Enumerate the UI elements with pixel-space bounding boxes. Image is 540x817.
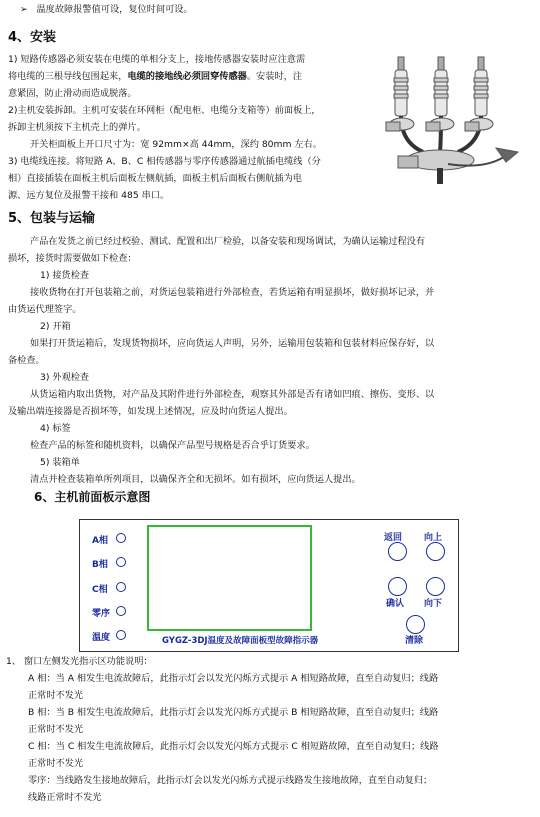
back-button[interactable] [388,542,407,561]
note-1: 1、 窗口左侧发光指示区功能说明： [6,656,153,667]
s4-p2-l2: 拆卸主机须按下主机壳上的弹片。 [8,122,146,133]
section6-title: 6、主机前面板示意图 [34,490,151,504]
top-text: 温度故障报警值可设，复位时间可设。 [36,4,193,15]
s5-item2-l2: 备检查。 [8,355,45,366]
note-c-l1: C 相：当 C 相发生电流故障后，此指示灯会以发光闪烁方式提示 C 相短路故障，直至自动复归；线路 [28,741,439,752]
led-label-temp: 温度 [92,633,111,643]
s5-item1-l1: 接收货物在打开包装箱之前，对货运包装箱进行外部检查，若货运箱有明显损坏，做好损坏记录，并 [30,287,435,298]
s4-p1-l3: 意紧固，防止滑动而造成脱落。 [8,88,137,99]
panel-model-title: GYGZ-3DJ温度及故障面板型故障指示器 [162,636,319,646]
s4-p3-l2: 相）直接插装在面板主机后面板左侧航插，面板主机后面板右侧航插为电 [8,173,302,184]
s5-intro-l2: 损坏，接货时需要做如下检查： [8,253,137,264]
front-panel-diagram [79,519,459,652]
led-label-b: B相 [92,560,108,570]
led-zero-icon [116,606,126,616]
s5-item1-l2: 由货运代理签字。 [8,304,82,315]
btn-clear-label: 清除 [405,636,424,646]
display-screen [147,525,312,631]
led-label-zero: 零序 [92,609,111,619]
section5-title: 5、包装与运输 [8,211,96,226]
note-z-l1: 零序：当线路发生接地故障后，此指示灯会以发光闪烁方式提示线路发生接地故障，直至自动复归； [28,775,433,786]
s5-item3-l2: 及输出端连接器是否损坏等，如发现上述情况，应及时向货运人提出。 [8,406,293,417]
bullet-line [20,4,193,16]
s5-item2-l1: 如果打开货运箱后，发现货物损坏，应向货运人声明，另外，运输用包装箱和包装材料应保存好，以 [30,338,435,349]
s5-intro-l1: 产品在发货之前已经过校验、测试、配置和出厂检验，以备安装和现场调试，为确认运输过程没有 [30,236,426,247]
down-button[interactable] [426,577,445,596]
s5-item4-title: 4) 标签 [40,423,71,434]
s4-p2-l3: 开关柜面板上开口尺寸为：宽 92mm×高 44mm，深约 80mm 左右。 [30,139,322,150]
btn-down-label: 向下 [424,599,443,609]
s5-item3-l1: 从货运箱内取出货物，对产品及其附件进行外部检查，观察其外部是否有诸如凹痕、擦伤、变形、以 [30,389,435,400]
up-button[interactable] [426,542,445,561]
bullet-icon: ➢ [20,4,28,15]
btn-back-label: 返回 [384,533,403,543]
section4-title: 4、安装 [8,30,57,45]
led-label-c: C相 [92,585,108,595]
sensor-installation-illustration [378,52,528,192]
clear-button[interactable] [406,615,425,634]
s4-p3-l1: 3) 电缆线连接。将短路 A、B、C 相传感器与零序传感器通过航插电缆线（分 [8,156,321,167]
s5-item2-title: 2) 开箱 [40,321,71,332]
s4-p2-l1: 2)主机安装拆卸。主机可安装在环网柜（配电柜、电缆分支箱等）前面板上， [8,105,321,116]
note-a-l1: A 相：当 A 相发生电流故障后，此指示灯会以发光闪烁方式提示 A 相短路故障，直至自动复归；线路 [28,673,439,684]
led-temp-icon [116,630,126,640]
btn-confirm-label: 确认 [386,599,405,609]
s5-item1-title: 1) 接货检查 [40,270,90,281]
note-c-l2: 正常时不发光 [28,758,84,769]
note-a-l2: 正常时不发光 [28,690,84,701]
btn-up-label: 向上 [424,533,443,543]
led-label-a: A相 [92,536,108,546]
led-b-icon [116,557,126,567]
note-b-l1: B 相：当 B 相发生电流故障后，此指示灯会以发光闪烁方式提示 B 相短路故障，直至自动复归；线路 [28,707,439,718]
confirm-button[interactable] [388,577,407,596]
s4-p3-l3: 源、远方复位及报警干接和 485 串口。 [8,190,170,201]
led-c-icon [116,582,126,592]
ground-warning: 电缆的接地线必须回穿传感器 [127,71,247,82]
note-z-l2: 线路正常时不发光 [28,792,102,803]
s4-p1-l2: 将电缆的三根导线包围起来，电缆的接地线必须回穿传感器。安装时，注 [8,71,302,82]
s5-item4-l1: 检查产品的标签和随机资料，以确保产品型号规格是否合乎订货要求。 [30,440,315,451]
s5-item5-title: 5) 装箱单 [40,457,80,468]
s5-item3-title: 3) 外观检查 [40,372,90,383]
s5-item5-l1: 清点并检查装箱单所列项目，以确保齐全和无损坏。如有损坏，应向货运人提出。 [30,474,361,485]
led-a-icon [116,533,126,543]
s4-p1-l1: 1) 短路传感器必须安装在电缆的单相分支上，接地传感器安装时应注意需 [8,54,306,65]
note-b-l2: 正常时不发光 [28,724,84,735]
